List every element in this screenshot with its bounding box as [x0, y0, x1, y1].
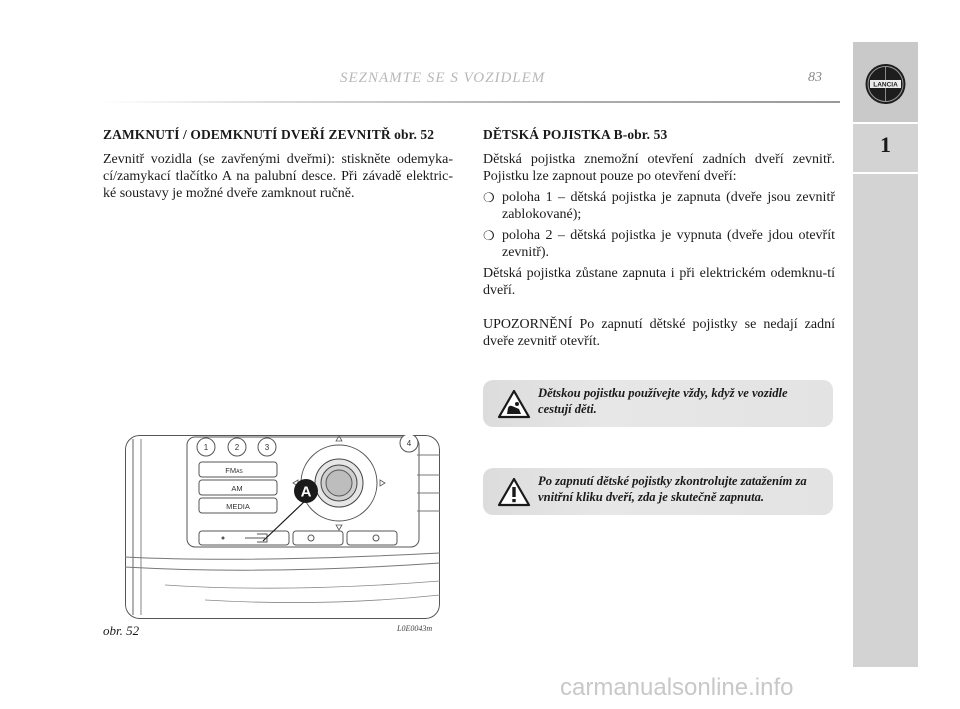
tab-separator: [853, 122, 918, 124]
left-column: [103, 127, 453, 202]
door-lock-paragraph: Zevnitř vozidla (se zavřenými dveřmi): stiskněte odemyka-cí/zamykací tlačítko A na palubní desce. Při závadě elektric-ké soustavy je možné dveře zamknout ručně.: [103, 152, 453, 201]
figure-code: L0E0043m: [397, 624, 433, 633]
lancia-logo-icon: [853, 42, 918, 122]
tab-separator: [853, 172, 918, 174]
warning-text: Po zapnutí dětské pojistky se nedají zadní dveře zevnitř otevřít.: [483, 317, 835, 349]
section-heading-door-lock: ZAMKNUTÍ / ODEMKNUTÍ DVEŘÍ ZEVNITŘ obr. 52: [103, 127, 435, 142]
preset-button-2: 2: [234, 443, 240, 452]
callout-a-label: A: [300, 483, 312, 501]
preset-button-4: 4: [406, 439, 412, 448]
warning-label: UPOZORNĚNÍ: [483, 317, 573, 332]
fm-button-label: FMAS: [225, 466, 243, 475]
chapter-number: 1: [880, 132, 891, 157]
figure-caption: obr. 52: [103, 623, 140, 638]
list-item-text: poloha 1 – dětská pojistka je zapnuta (dveře jsou zevnitř zablokované);: [502, 190, 835, 222]
watermark: carmanualsonline.info: [560, 674, 794, 701]
media-button-label: MEDIA: [226, 502, 250, 511]
child-lock-after: Dětská pojistka zůstane zapnuta i při elektrickém odemknu-tí dveří.: [483, 266, 835, 298]
right-column: [483, 127, 835, 350]
note-text: Po zapnutí dětské pojistky zkontrolujte zatažením za vnitřní kliku dveří, zda je skutečně zapnuta.: [538, 474, 807, 504]
note-text: Dětskou pojistku používejte vždy, když ve vozidle cestují děti.: [538, 386, 788, 416]
child-lock-intro: Dětská pojistka znemožní otevření zadních dveří zevnitř. Pojistku lze zapnout pouze po otevření dveří:: [483, 152, 835, 184]
child-seat-icon: [497, 389, 531, 419]
figure-dashboard-button: [125, 435, 440, 619]
bullet-icon: ❍: [483, 190, 495, 205]
logo-box: [853, 42, 918, 122]
note-box-children: [483, 380, 833, 427]
warning-paragraph: [483, 316, 835, 350]
list-item: [483, 227, 835, 261]
am-button-label: AM: [231, 484, 243, 493]
page-number: 83: [808, 70, 822, 85]
bullet-icon: ❍: [483, 228, 495, 243]
header-rule: [100, 101, 840, 103]
preset-button-1: 1: [203, 443, 209, 452]
logo-text: LANCIA: [873, 81, 898, 89]
list-item-text: poloha 2 – dětská pojistka je vypnuta (dveře jdou otevřít zevnitř).: [502, 228, 835, 260]
running-header-title: SEZNAMTE SE S VOZIDLEM: [340, 70, 546, 86]
warning-triangle-icon: [497, 477, 531, 507]
dashboard-illustration: [125, 435, 440, 619]
child-lock-positions-list: [483, 189, 835, 261]
note-box-check-lock: [483, 468, 833, 515]
list-item: [483, 189, 835, 223]
section-heading-child-lock: DĚTSKÁ POJISTKA B-obr. 53: [483, 127, 668, 142]
preset-button-3: 3: [264, 443, 270, 452]
